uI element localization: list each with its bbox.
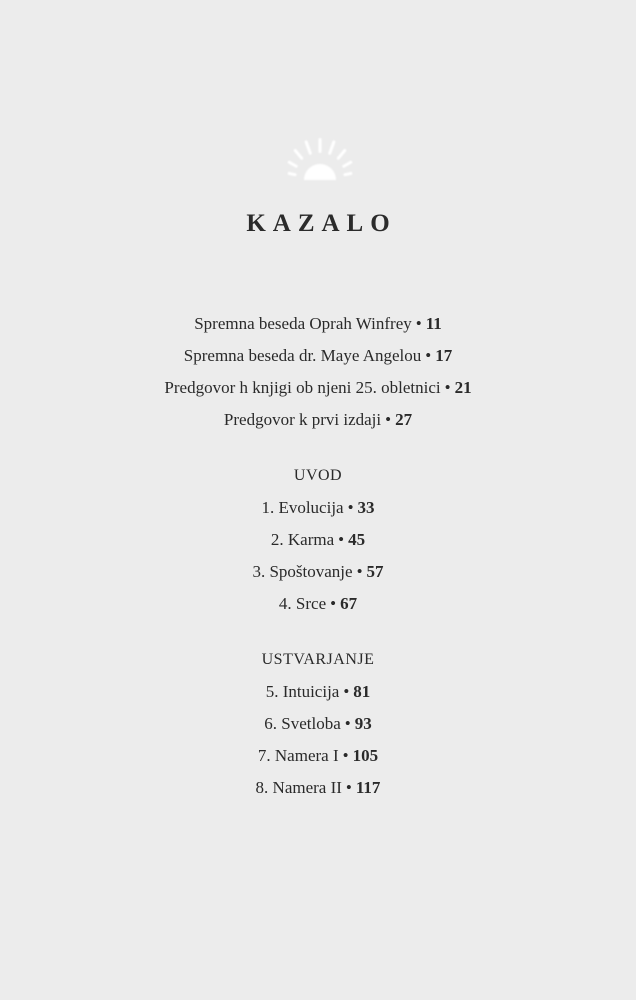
chapter-entry[interactable]: [0, 556, 636, 588]
section-heading-ustvarjanje: USTVARJANJE: [261, 651, 375, 668]
chapter-page: 81: [353, 682, 371, 701]
bullet-separator: •: [342, 746, 349, 765]
chapter-label: 6. Svetloba: [264, 714, 341, 733]
chapter-label: 4. Srce: [278, 594, 327, 613]
toc-entry[interactable]: [0, 340, 636, 372]
chapter-page: 93: [354, 714, 372, 733]
bullet-separator: •: [345, 778, 352, 797]
chapter-label: 3. Spoštovanje: [252, 562, 353, 581]
page-title: KAZALO: [246, 210, 397, 237]
rising-sun-icon: [278, 136, 362, 186]
chapter-label: 5. Intuicija: [265, 682, 340, 701]
chapter-entry[interactable]: [0, 524, 636, 556]
bullet-separator: •: [356, 562, 363, 581]
bullet-separator: •: [425, 346, 432, 365]
section-heading-uvod: UVOD: [293, 467, 343, 484]
bullet-separator: •: [385, 410, 392, 429]
toc-entry[interactable]: [0, 372, 636, 404]
chapter-page: 105: [352, 746, 379, 765]
bullet-separator: •: [444, 378, 451, 397]
bullet-separator: •: [343, 682, 350, 701]
chapter-label: 1. Evolucija: [261, 498, 344, 517]
toc-entry-page: 27: [395, 410, 413, 429]
toc-entry-label: Predgovor h knjigi ob njeni 25. obletnici: [164, 378, 441, 397]
chapter-label: 7. Namera I: [257, 746, 339, 765]
chapter-page: 33: [357, 498, 375, 517]
toc-entry-page: 21: [454, 378, 472, 397]
chapter-entry[interactable]: [0, 492, 636, 524]
chapter-page: 45: [348, 530, 366, 549]
toc-entry-page: 17: [435, 346, 453, 365]
chapter-entry[interactable]: [0, 772, 636, 804]
chapter-entry[interactable]: [0, 676, 636, 708]
toc-entry[interactable]: [0, 308, 636, 340]
bullet-separator: •: [415, 314, 422, 333]
chapter-entry[interactable]: [0, 588, 636, 620]
chapter-page: 57: [366, 562, 384, 581]
toc-entry[interactable]: [0, 404, 636, 436]
chapter-page: 117: [355, 778, 381, 797]
chapter-label: 8. Namera II: [255, 778, 342, 797]
bullet-separator: •: [347, 498, 354, 517]
bullet-separator: •: [338, 530, 345, 549]
toc-entry-label: Predgovor k prvi izdaji: [223, 410, 382, 429]
section-spacer: [0, 620, 636, 644]
toc-entry-label: Spremna beseda dr. Maye Angelou: [183, 346, 422, 365]
toc-entry-page: 11: [425, 314, 442, 333]
chapter-entry[interactable]: [0, 708, 636, 740]
table-of-contents: [0, 308, 636, 804]
chapter-label: 2. Karma: [270, 530, 335, 549]
bullet-separator: •: [344, 714, 351, 733]
chapter-page: 67: [340, 594, 358, 613]
toc-entry-label: Spremna beseda Oprah Winfrey: [194, 314, 412, 333]
section-spacer: [0, 436, 636, 460]
bullet-separator: •: [330, 594, 337, 613]
chapter-entry[interactable]: [0, 740, 636, 772]
